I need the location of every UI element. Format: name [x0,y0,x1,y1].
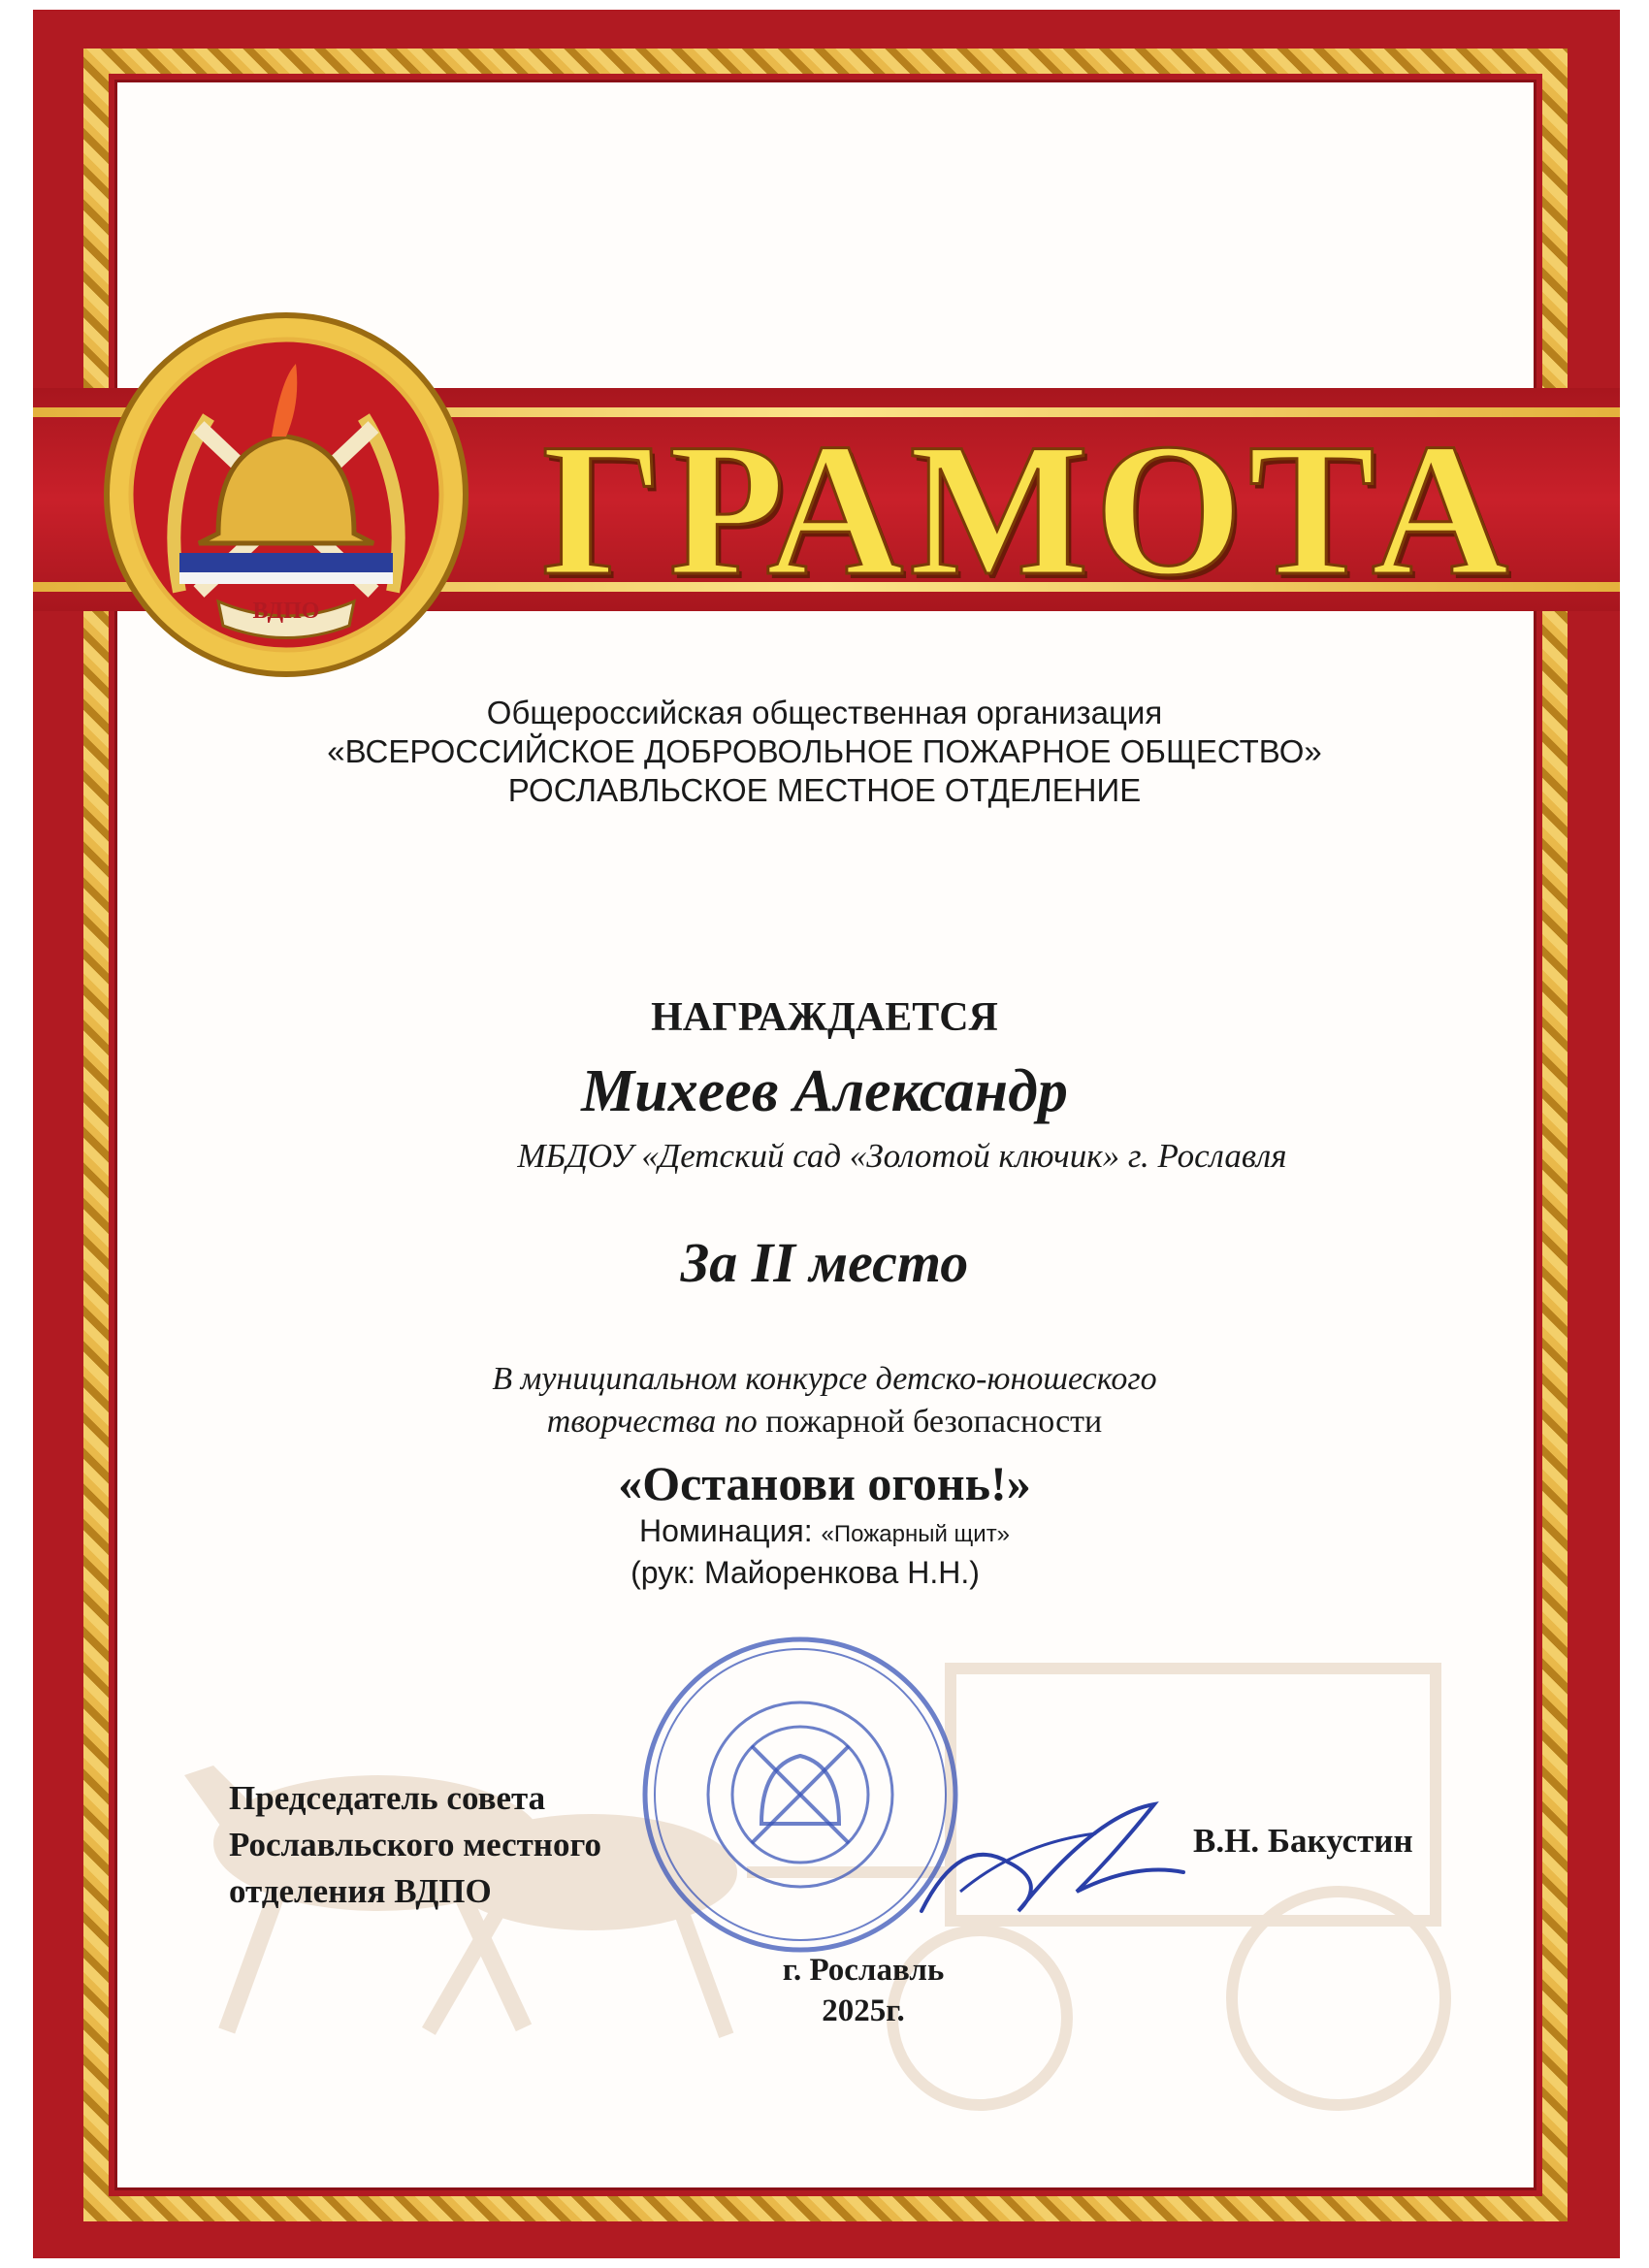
emblem-label: ВДПО [252,599,320,624]
supervisor: (рук: Майоренкова Н.Н.) [630,1555,980,1590]
nomination-label: Номинация: [638,1513,822,1548]
nomination [291,1513,1358,1549]
chair-line-1: Председатель совета [229,1779,546,1817]
chair-title [229,1775,675,1915]
contest-name: «Останови огонь!» [618,1456,1031,1510]
awarded-label: НАГРАЖДАЕТСЯ [651,995,998,1040]
contest-line-1: В муниципальном конкурсе детско-юношеского [492,1361,1157,1397]
organization-header [194,694,1455,810]
chair-line-3: отделения ВДПО [229,1872,492,1910]
award-place: За II место [680,1231,969,1294]
recipient-name: Михеев Александр [581,1058,1068,1124]
certificate-title: ГРАМОТА [541,404,1515,615]
nomination-value: «Пожарный щит» [821,1521,1011,1547]
issue-city: г. Рославль [782,1953,945,1988]
contest-line-2-italic: творчества по [546,1404,758,1440]
organization-line-1: Общероссийская общественная организация [486,695,1163,730]
contest-description [340,1358,1310,1443]
issue-year: 2025г. [822,1993,905,2028]
organization-line-2: «ВСЕРОССИЙСКОЕ ДОБРОВОЛЬНОЕ ПОЖАРНОЕ ОБЩЕСТВО» [327,733,1322,769]
signer-name: В.Н. Бакустин [1193,1822,1413,1860]
recipient-institution: МБДОУ «Детский сад «Золотой ключик» г. Рославля [517,1137,1287,1175]
issue-place-date [718,1950,1009,2031]
chair-line-2: Рославльского местного [229,1826,601,1863]
contest-line-2-plain: пожарной безопасности [757,1404,1103,1440]
handwritten-signature [902,1775,1193,1940]
organization-line-3: РОСЛАВЛЬСКОЕ МЕСТНОЕ ОТДЕЛЕНИЕ [507,772,1142,808]
